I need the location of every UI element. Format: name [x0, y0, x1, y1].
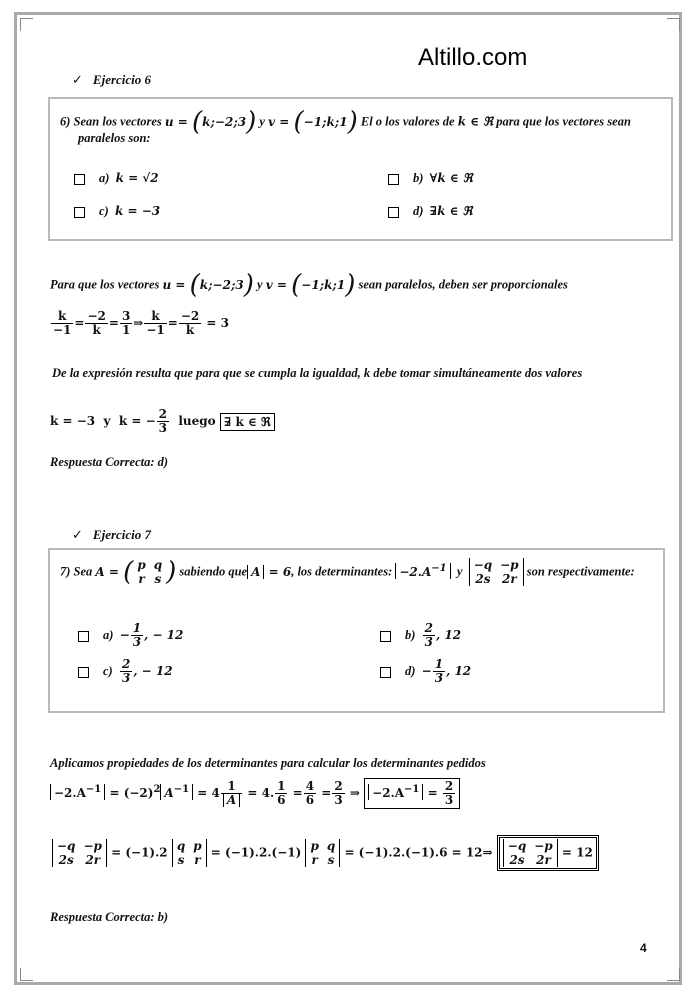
option-7b[interactable]: b) $\frac{2}{3}$ , 12: [380, 622, 461, 649]
conjunction: y: [259, 114, 265, 129]
proportion-equation: $\frac{k}{-1}$ = $\frac{-2}{k}$ = $\frac{3}{1}$ ⇒ $\frac{k}{-1}$ = $\frac{-2}{k}$ = 3: [53, 309, 230, 337]
question-text: Sean los vectores: [73, 114, 162, 129]
check-icon: ✓: [72, 527, 83, 542]
solution-7-line1: $-2.A^{-1} = (-2)^2$ $A^{-1} = 4$ $\frac{1}{A}$ = 4. $\frac{1}{6}$ = $\frac{4}{6}$ = $\frac{2}{3}$ ⇒ $-2.A^{-1}$ = $\frac{2}{3}$: [50, 778, 460, 809]
checkbox-icon[interactable]: [78, 631, 89, 642]
vector-v: v = (−1;k;1): [268, 107, 358, 137]
question-7-line1: 7) Sea A = ( p q r s ) sabiendo que A = 6, los determinantes: $-2.A^{-1}$ y −q −p 2s 2r son respectivamente:: [60, 557, 635, 587]
vector-u: u = (k;−2;3): [164, 107, 257, 137]
heading-text: Ejercicio 7: [92, 527, 152, 542]
corner-mark: [667, 968, 680, 981]
option-6c[interactable]: c) k = −3: [74, 204, 160, 219]
checkbox-icon[interactable]: [380, 667, 391, 678]
checkbox-icon[interactable]: [380, 631, 391, 642]
checkbox-icon[interactable]: [388, 174, 399, 185]
k-in-reals: k ∈ ℜ: [457, 114, 494, 129]
question-number: 6): [60, 114, 71, 129]
exercise-6-question-box: [48, 97, 673, 241]
corner-mark: [20, 968, 33, 981]
option-7c[interactable]: c) $\frac{2}{3}$ , − 12: [78, 658, 173, 685]
solution-6-intro: Para que los vectores u = (k;−2;3) y v = (−1;k;1) sean paralelos, deben ser proporcionales: [50, 270, 568, 300]
checkbox-icon[interactable]: [78, 667, 89, 678]
brand-logo: Altillo.com: [418, 44, 528, 71]
checkbox-icon[interactable]: [74, 174, 85, 185]
exercise-6-heading: [72, 72, 151, 88]
corner-mark: [667, 18, 680, 31]
k-values-result: k = −3 y k = − $\frac{2}{3}$ luego ∃ k ∈ ℜ: [50, 408, 275, 435]
checkbox-icon[interactable]: [388, 207, 399, 218]
heading-text: Ejercicio 6: [92, 72, 152, 87]
answer-6: Respuesta Correcta: d): [50, 455, 169, 469]
option-7d[interactable]: d) − $\frac{1}{3}$ , 12: [380, 658, 471, 685]
page-number: 4: [640, 941, 647, 955]
solution-7-intro: Aplicamos propiedades de los determinantes para calcular los determinantes pedidos: [50, 756, 486, 770]
question-text: para que los vectores sean: [496, 114, 631, 129]
exercise-7-heading: [72, 527, 151, 543]
checkbox-icon[interactable]: [74, 207, 85, 218]
option-7a[interactable]: a) − $\frac{1}{3}$ , − 12: [78, 622, 183, 649]
option-6a[interactable]: a) k = √2: [74, 171, 159, 186]
answer-7: Respuesta Correcta: b): [50, 910, 169, 924]
question-6-line2: paralelos son:: [78, 131, 151, 145]
corner-mark: [20, 18, 33, 31]
exercise-7-question-box: [48, 548, 665, 713]
solution-6-explanation: De la expresión resulta que para que se cumpla la igualdad, k debe tomar simultáneamente dos valores: [52, 366, 583, 380]
option-6d[interactable]: d) ∃k ∈ ℜ: [388, 204, 472, 219]
solution-7-line2: −q −p 2s 2r = (−1).2 q p s r = (−1).2.(−1) p q r s = (−1).2.(−1).6 = 12⇒ −q −p 2s 2r = 12: [52, 835, 599, 871]
question-text: El o los valores de: [360, 114, 455, 129]
check-icon: ✓: [72, 72, 83, 87]
option-6b[interactable]: b) ∀k ∈ ℜ: [388, 171, 473, 186]
